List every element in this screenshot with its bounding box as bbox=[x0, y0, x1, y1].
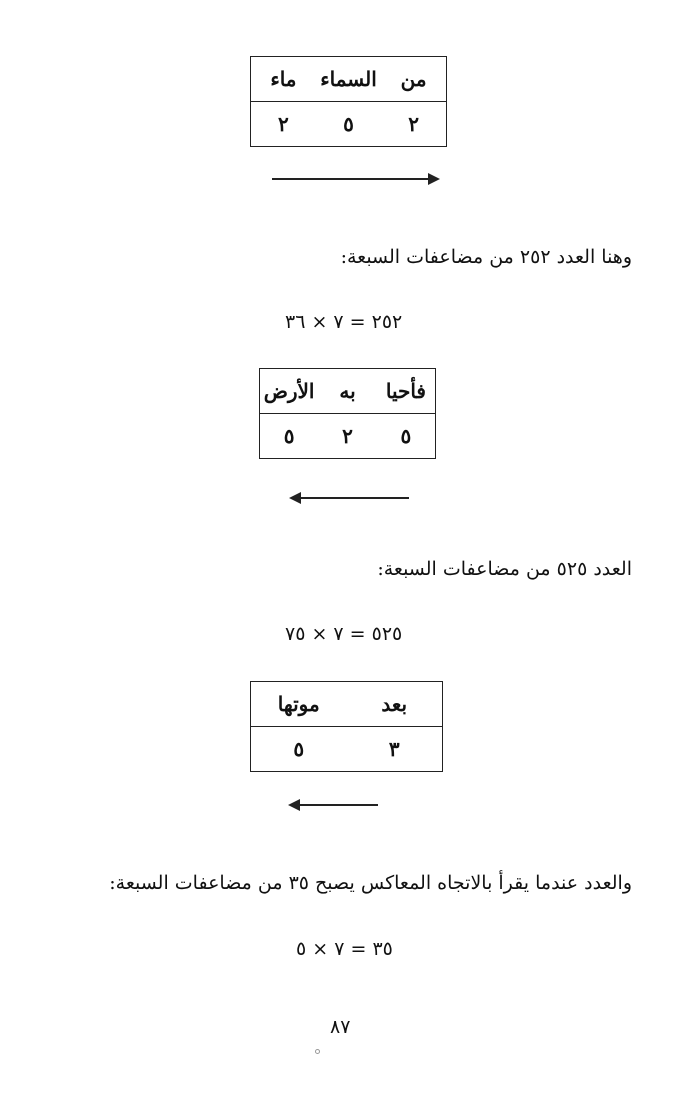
word-cell: ماء bbox=[251, 57, 316, 102]
word-cell: السماء bbox=[316, 57, 381, 102]
value-row bbox=[251, 727, 443, 772]
value-cell: ٢ bbox=[342, 424, 353, 448]
value-cell: ٥ bbox=[343, 112, 354, 136]
value-row bbox=[260, 414, 436, 459]
word-row bbox=[260, 369, 436, 414]
word-cell: فأحيا bbox=[377, 369, 436, 414]
equation-2: ٥٢٥ = ٧ × ٧٥ bbox=[285, 623, 403, 645]
left-arrow-icon bbox=[291, 497, 409, 499]
paragraph-2: العدد ٥٢٥ من مضاعفات السبعة: bbox=[377, 558, 632, 580]
value-cell: ٥ bbox=[400, 424, 412, 448]
left-arrow-icon bbox=[290, 804, 378, 806]
word-cell: الأرض bbox=[260, 369, 319, 414]
word-number-table-3 bbox=[250, 681, 443, 772]
value-cell: ٥ bbox=[283, 424, 295, 448]
value-row bbox=[251, 102, 447, 147]
word-row bbox=[251, 57, 447, 102]
value-cell: ٥ bbox=[293, 737, 305, 761]
word-number-table-2 bbox=[259, 368, 436, 459]
value-cell: ٢ bbox=[408, 112, 419, 136]
right-arrow-icon bbox=[272, 178, 438, 180]
value-cell: ٢ bbox=[278, 112, 289, 136]
page-number: ٨٧ bbox=[330, 1016, 351, 1038]
word-cell: بعد bbox=[347, 682, 443, 727]
equation-1: ٢٥٢ = ٧ × ٣٦ bbox=[285, 311, 403, 333]
paragraph-1: وهنا العدد ٢٥٢ من مضاعفات السبعة: bbox=[340, 246, 632, 268]
word-cell: من bbox=[381, 57, 446, 102]
value-cell: ٣ bbox=[388, 737, 400, 761]
word-cell: موتها bbox=[251, 682, 347, 727]
word-number-table-1 bbox=[250, 56, 447, 147]
word-cell: به bbox=[318, 369, 377, 414]
paragraph-3: والعدد عندما يقرأ بالاتجاه المعاكس يصبح ٣٥ من مضاعفات السبعة: bbox=[109, 872, 632, 894]
word-row bbox=[251, 682, 443, 727]
decorative-dot bbox=[315, 1049, 320, 1054]
equation-3: ٣٥ = ٧ × ٥ bbox=[296, 938, 393, 960]
